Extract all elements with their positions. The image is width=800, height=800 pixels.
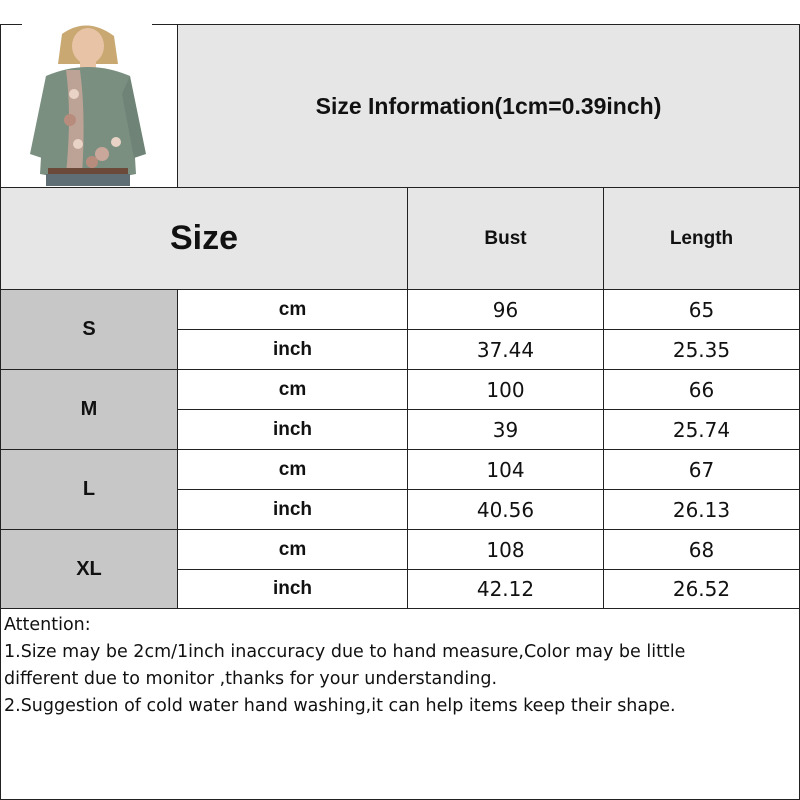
attention-heading: Attention: (4, 615, 91, 635)
page-title: Size Information(1cm=0.39inch) (315, 92, 662, 119)
unit-cell (177, 569, 408, 609)
size-cell-m (0, 369, 178, 450)
bust-value: 108 (486, 537, 525, 562)
floral-top-model-icon (22, 24, 152, 186)
bust-value-cell (407, 449, 604, 490)
bust-value: 39 (492, 417, 519, 442)
unit-cell (177, 369, 408, 410)
unit-cell (177, 289, 408, 330)
size-label: M (80, 398, 98, 420)
size-label: XL (76, 557, 102, 580)
length-value: 26.13 (672, 497, 731, 522)
bust-header: Bust (484, 227, 527, 249)
size-header-cell (0, 187, 408, 290)
length-value-cell (603, 489, 800, 530)
attention-notes (4, 612, 784, 720)
unit-label: inch (272, 578, 313, 599)
unit-label: cm (278, 378, 307, 400)
unit-label: inch (272, 338, 313, 360)
unit-cell (177, 329, 408, 370)
bust-value: 96 (492, 297, 519, 322)
length-value: 25.74 (672, 417, 731, 442)
size-cell-xl (0, 529, 178, 609)
bust-value-cell (407, 529, 604, 570)
length-value-cell (603, 409, 800, 450)
length-value: 68 (688, 537, 715, 562)
attention-line: 1.Size may be 2cm/1inch inaccuracy due to hand measure,Color may be little (4, 642, 686, 662)
bust-value: 37.44 (476, 337, 535, 362)
length-value-cell (603, 369, 800, 410)
length-value: 25.35 (672, 337, 731, 362)
bust-header-cell (407, 187, 604, 290)
length-value: 26.52 (672, 577, 731, 601)
length-header-cell (603, 187, 800, 290)
unit-label: cm (278, 538, 307, 560)
length-value: 65 (688, 297, 715, 322)
unit-label: inch (272, 498, 313, 520)
length-value: 67 (688, 457, 715, 482)
unit-label: cm (278, 298, 307, 320)
size-label: L (82, 478, 96, 500)
length-value: 66 (688, 377, 715, 402)
attention-line: different due to monitor ,thanks for your understanding. (4, 669, 498, 689)
bust-value-cell (407, 369, 604, 410)
unit-cell (177, 449, 408, 490)
unit-label: cm (278, 458, 307, 480)
bust-value-cell (407, 489, 604, 530)
size-cell-l (0, 449, 178, 530)
size-header: Size (169, 219, 239, 257)
length-value-cell (603, 289, 800, 330)
size-cell-s (0, 289, 178, 370)
length-value-cell (603, 529, 800, 570)
bust-value: 100 (486, 377, 525, 402)
bust-value-cell (407, 569, 604, 609)
unit-cell (177, 489, 408, 530)
length-value-cell (603, 329, 800, 370)
length-value-cell (603, 449, 800, 490)
bust-value: 42.12 (476, 577, 535, 601)
attention-line: 2.Suggestion of cold water hand washing,it can help items keep their shape. (4, 696, 676, 716)
product-photo (22, 24, 152, 186)
size-label: S (82, 318, 96, 340)
unit-cell (177, 529, 408, 570)
bust-value: 104 (486, 457, 525, 482)
length-header: Length (669, 227, 734, 249)
bust-value: 40.56 (476, 497, 535, 522)
unit-cell (177, 409, 408, 450)
length-value-cell (603, 569, 800, 609)
bust-value-cell (407, 329, 604, 370)
bust-value-cell (407, 409, 604, 450)
unit-label: inch (272, 418, 313, 440)
title-cell (177, 24, 800, 188)
bust-value-cell (407, 289, 604, 330)
